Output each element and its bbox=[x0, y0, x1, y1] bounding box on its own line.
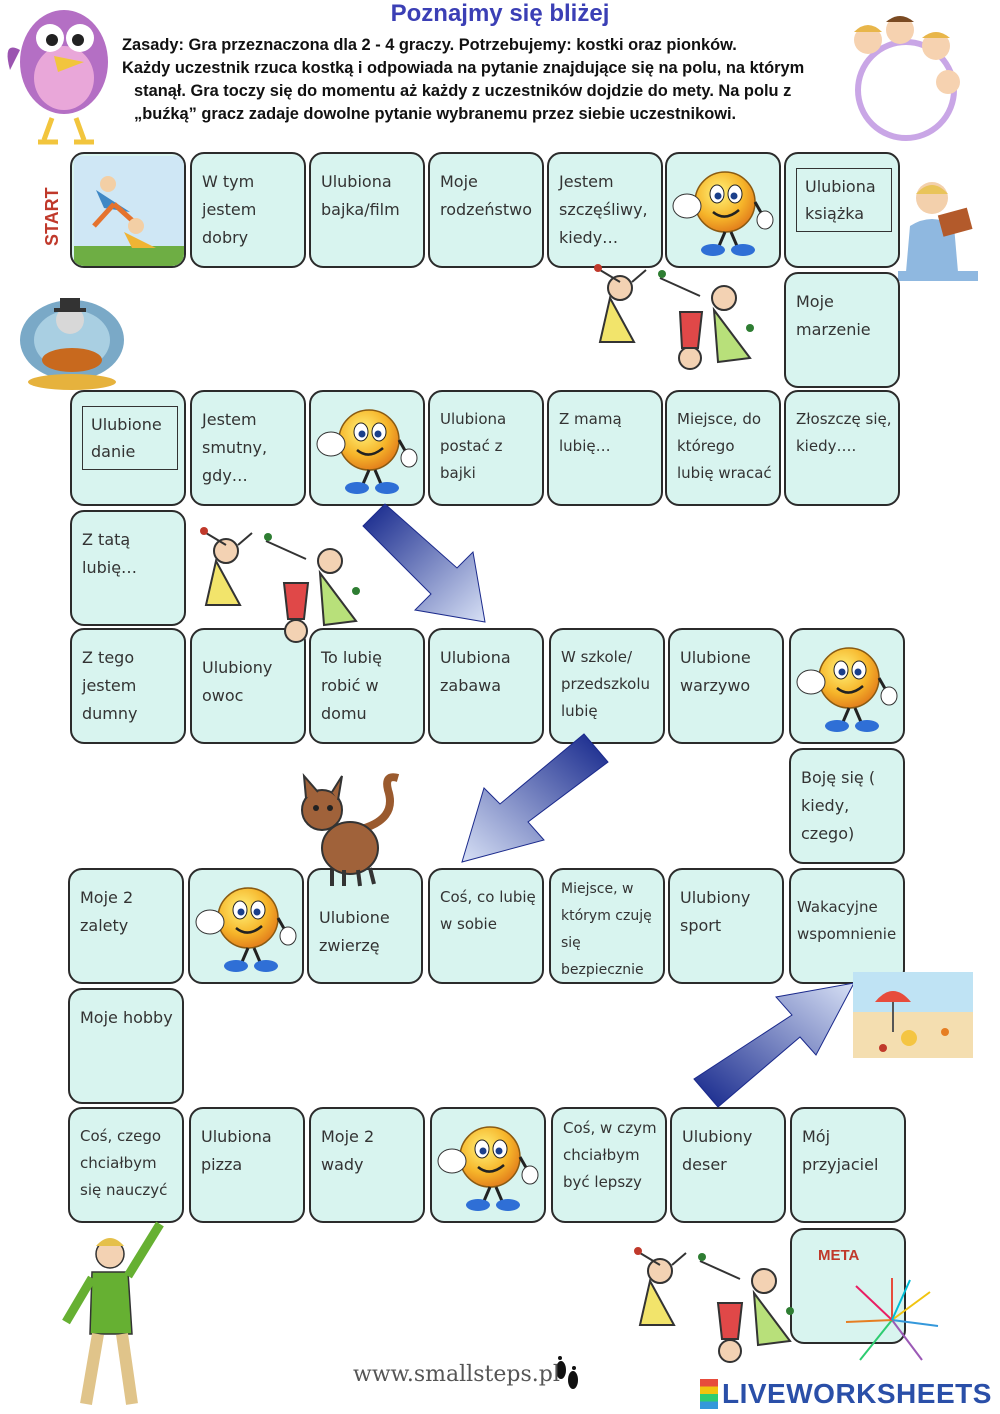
board-cell: Coś, co lubię w sobie bbox=[428, 868, 544, 984]
live-badge-icon bbox=[700, 1379, 718, 1409]
board-cell: Miejsce, w którym czuję się bezpiecznie bbox=[549, 868, 665, 984]
board-cell: Złoszczę się, kiedy…. bbox=[784, 390, 900, 506]
board-cell: Z mamą lubię… bbox=[547, 390, 663, 506]
reading-person-illustration bbox=[892, 176, 984, 286]
board-cell: To lubię robić w domu bbox=[309, 628, 425, 744]
board-cell: Ulubiona zabawa bbox=[428, 628, 544, 744]
board-cell: Moje hobby bbox=[68, 988, 184, 1104]
rules-line: stanął. Gra toczy się do momentu aż każdy z uczestników dojdzie do mety. Na polu z bbox=[134, 82, 792, 100]
boxed-label: Ulubiona książka bbox=[796, 168, 892, 232]
arrow-up-right bbox=[690, 975, 860, 1115]
boxed-label: Ulubione danie bbox=[82, 406, 178, 470]
board-cell: W tym jestem dobry bbox=[190, 152, 306, 268]
board-cell-start bbox=[70, 152, 186, 268]
children-circle-illustration bbox=[838, 10, 970, 152]
board-cell: Mój przyjaciel bbox=[790, 1107, 906, 1223]
board-cell: Z tatą lubię… bbox=[70, 510, 186, 626]
smiley-pointing-icon bbox=[436, 1113, 540, 1217]
meta-label: META bbox=[818, 1247, 860, 1264]
board-cell: Moje marzenie bbox=[784, 272, 900, 388]
board-cell-smiley bbox=[309, 390, 425, 506]
board-cell: Ulubione zwierzę bbox=[307, 868, 423, 984]
start-children-image bbox=[74, 156, 186, 268]
board-cell: Wakacyjne wspomnienie bbox=[789, 868, 905, 984]
board-cell: Ulubione warzywo bbox=[668, 628, 784, 744]
smiley-pointing-icon bbox=[795, 634, 899, 738]
board-cell: Coś, czego chciałbym się nauczyć bbox=[68, 1107, 184, 1223]
board-cell: Moje 2 wady bbox=[309, 1107, 425, 1223]
dancing-children-illustration bbox=[196, 525, 372, 651]
board-cell-smiley bbox=[789, 628, 905, 744]
arrow-down-left bbox=[456, 728, 616, 868]
dancing-children-illustration bbox=[630, 1245, 806, 1371]
board-cell: Ulubiona bajka/film bbox=[309, 152, 425, 268]
waving-boy-illustration bbox=[52, 1216, 178, 1412]
board-cell-smiley bbox=[665, 152, 781, 268]
board-cell: Jestem smutny, gdy… bbox=[190, 390, 306, 506]
board-cell: Ulubiona pizza bbox=[189, 1107, 305, 1223]
fireworks-illustration bbox=[840, 1272, 946, 1368]
rules-text bbox=[122, 34, 882, 126]
bird-illustration bbox=[2, 0, 120, 150]
board-cell-smiley bbox=[430, 1107, 546, 1223]
board-cell: Ulubiony deser bbox=[670, 1107, 786, 1223]
smiley-pointing-icon bbox=[194, 874, 298, 978]
smiley-pointing-icon bbox=[315, 396, 419, 500]
page-title: Poznajmy się bliżej bbox=[390, 0, 610, 27]
board-cell: Boję się ( kiedy, czego) bbox=[789, 748, 905, 864]
turkey-illustration bbox=[12, 290, 132, 394]
board-cell-smiley bbox=[188, 868, 304, 984]
rules-line: Zasady: Gra przeznaczona dla 2 - 4 graczy. Potrzebujemy: kostki oraz pionków. bbox=[122, 36, 737, 54]
board-cell: Z tego jestem dumny bbox=[70, 628, 186, 744]
beach-picture bbox=[853, 972, 973, 1058]
start-label bbox=[38, 182, 68, 252]
website-url: www.smallsteps.pl bbox=[353, 1362, 560, 1387]
board-cell: Moje rodzeństwo bbox=[428, 152, 544, 268]
board-cell: Ulubiony owoc bbox=[190, 628, 306, 744]
board-cell bbox=[70, 390, 186, 506]
board-cell: Coś, w czym chciałbym być lepszy bbox=[551, 1107, 667, 1223]
board-cell: Miejsce, do którego lubię wracać bbox=[665, 390, 781, 506]
rules-line: „buźką” gracz zadaje dowolne pytanie wybranemu przez siebie uczestnikowi. bbox=[134, 105, 737, 123]
cat-illustration bbox=[288, 770, 410, 890]
board-cell bbox=[784, 152, 900, 268]
dancing-children-illustration bbox=[590, 262, 766, 388]
brand-text: LIVEWORKSHEETS bbox=[722, 1378, 992, 1409]
rules-line: Każdy uczestnik rzuca kostką i odpowiada na pytanie znajdujące się na polu, na którym bbox=[122, 59, 805, 77]
board-cell: Ulubiony sport bbox=[668, 868, 784, 984]
board-cell: W szkole/ przedszkolu lubię bbox=[549, 628, 665, 744]
smiley-pointing-icon bbox=[671, 158, 775, 262]
liveworksheets-logo bbox=[700, 1378, 992, 1410]
start-label-text: START bbox=[42, 187, 62, 246]
board-cell: Ulubiona postać z bajki bbox=[428, 390, 544, 506]
board-cell: Moje 2 zalety bbox=[68, 868, 184, 984]
board-cell: Jestem szczęśliwy, kiedy… bbox=[547, 152, 663, 268]
arrow-down-right bbox=[355, 498, 495, 628]
